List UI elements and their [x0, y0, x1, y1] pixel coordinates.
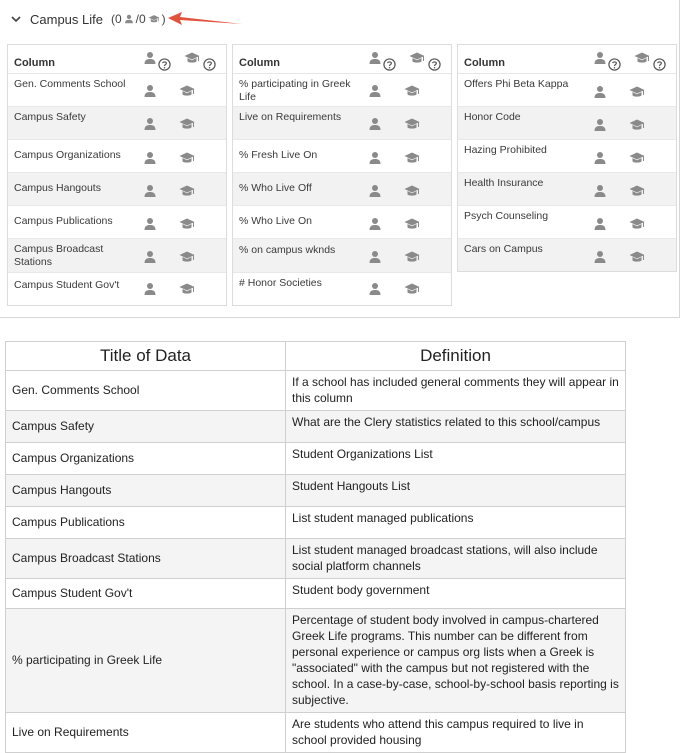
column-row[interactable] [8, 74, 226, 107]
person-icon[interactable] [368, 282, 382, 296]
title-cell: Campus Broadcast Stations [6, 539, 286, 579]
graduation-cap-icon[interactable] [404, 282, 420, 296]
table-row [6, 507, 626, 539]
graduation-cap-icon[interactable] [179, 151, 195, 165]
person-icon[interactable] [143, 117, 157, 131]
column-row[interactable] [458, 74, 676, 107]
graduation-cap-icon[interactable] [629, 217, 645, 231]
table-row [6, 539, 626, 579]
graduation-cap-icon[interactable] [179, 184, 195, 198]
title-cell: Live on Requirements [6, 713, 286, 753]
row-label: % participating in Greek Life [239, 78, 351, 103]
table-row [6, 411, 626, 443]
definition-cell: Percentage of student body involved in campus-chartered Greek Life programs. This number can be different from personal experience or campus org lists when a Greek is "associated" with the campus but not registered with the school. In a case-by-case, school-by-school basis reporting is subjective. [286, 609, 626, 713]
graduation-cap-icon [184, 51, 200, 65]
graduation-cap-icon[interactable] [179, 282, 195, 296]
graduation-cap-icon[interactable] [404, 217, 420, 231]
column-header [233, 45, 451, 74]
graduation-cap-icon [148, 14, 160, 24]
person-icon[interactable] [368, 184, 382, 198]
column-row[interactable] [233, 140, 451, 173]
graduation-cap-icon[interactable] [404, 151, 420, 165]
row-label: Campus Publications [14, 215, 113, 227]
graduation-cap-icon[interactable] [629, 118, 645, 132]
graduation-cap-icon [634, 51, 650, 65]
column-row[interactable] [233, 206, 451, 239]
definition-cell: List student managed publications [286, 507, 626, 539]
row-label: # Honor Societies [239, 277, 322, 289]
definition-cell: Are students who attend this campus required to live in school provided housing [286, 713, 626, 753]
column-row[interactable] [233, 74, 451, 107]
definition-cell: Student Hangouts List [286, 475, 626, 507]
person-icon[interactable] [593, 184, 607, 198]
column-header-label: Column [239, 57, 280, 69]
person-icon[interactable] [593, 118, 607, 132]
person-icon [593, 51, 607, 65]
definition-cell: What are the Clery statistics related to this school/campus [286, 411, 626, 443]
count-open: (0 [110, 12, 122, 26]
person-icon[interactable] [143, 184, 157, 198]
help-icon[interactable] [158, 58, 171, 71]
person-icon[interactable] [143, 84, 157, 98]
person-icon[interactable] [593, 151, 607, 165]
column-header [8, 45, 226, 74]
row-label: % Who Live Off [239, 182, 312, 194]
row-label: Live on Requirements [239, 111, 342, 123]
graduation-cap-icon[interactable] [404, 250, 420, 264]
row-label: Campus Organizations [14, 149, 121, 161]
title-cell: Campus Publications [6, 507, 286, 539]
column-row[interactable] [233, 173, 451, 206]
column-group-1 [7, 44, 227, 306]
column-row[interactable] [8, 140, 226, 173]
column-row[interactable] [458, 206, 676, 239]
column-row[interactable] [233, 107, 451, 140]
graduation-cap-icon[interactable] [404, 184, 420, 198]
row-label: Honor Code [464, 111, 521, 123]
column-group-2 [232, 44, 452, 306]
person-icon [124, 14, 134, 24]
row-label: Offers Phi Beta Kappa [464, 78, 569, 90]
person-icon[interactable] [368, 117, 382, 131]
column-header [458, 45, 676, 74]
column-row[interactable] [8, 173, 226, 206]
help-icon[interactable] [428, 58, 441, 71]
title-cell: Campus Student Gov't [6, 579, 286, 609]
help-icon[interactable] [203, 58, 216, 71]
column-row[interactable] [8, 239, 226, 273]
person-icon[interactable] [368, 84, 382, 98]
table-row [6, 579, 626, 609]
row-label: Cars on Campus [464, 243, 543, 255]
column-rows [458, 74, 676, 271]
column-row[interactable] [8, 107, 226, 140]
table-row [6, 475, 626, 507]
person-icon[interactable] [143, 151, 157, 165]
definition-cell: Student Organizations List [286, 443, 626, 475]
table-row [6, 443, 626, 475]
row-label: Psych Counseling [464, 210, 549, 222]
definitions-table [5, 341, 626, 753]
column-group-3 [457, 44, 677, 272]
row-label: Hazing Prohibited [464, 144, 547, 156]
person-icon[interactable] [143, 217, 157, 231]
person-icon[interactable] [368, 151, 382, 165]
row-label: % on campus wknds [239, 244, 336, 256]
graduation-cap-icon[interactable] [179, 84, 195, 98]
section-header[interactable] [10, 9, 166, 29]
title-cell: % participating in Greek Life [6, 609, 286, 713]
row-label: % Fresh Live On [239, 149, 318, 161]
row-label: Campus Safety [14, 111, 86, 123]
table-header-definition: Definition [286, 342, 626, 371]
graduation-cap-icon [409, 51, 425, 65]
table-header-title: Title of Data [6, 342, 286, 371]
graduation-cap-icon[interactable] [404, 84, 420, 98]
person-icon[interactable] [593, 250, 607, 264]
definition-cell: If a school has included general comments they will appear in this column [286, 371, 626, 411]
table-row [6, 371, 626, 411]
column-row[interactable] [458, 173, 676, 206]
column-header-label: Column [464, 57, 505, 69]
graduation-cap-icon[interactable] [629, 85, 645, 99]
column-row[interactable] [8, 273, 226, 305]
help-icon[interactable] [653, 58, 666, 71]
section-title: Campus Life [30, 11, 103, 27]
section-count [111, 12, 166, 26]
table-header-row [6, 342, 626, 371]
graduation-cap-icon[interactable] [629, 151, 645, 165]
person-icon [368, 51, 382, 65]
row-label: Campus Student Gov't [14, 279, 120, 291]
row-label: % Who Live On [239, 215, 312, 227]
graduation-cap-icon[interactable] [179, 250, 195, 264]
column-row[interactable] [233, 239, 451, 273]
person-icon[interactable] [143, 250, 157, 264]
count-sep: /0 [135, 12, 146, 26]
definition-cell: Student body government [286, 579, 626, 609]
graduation-cap-icon[interactable] [179, 217, 195, 231]
column-row[interactable] [458, 239, 676, 271]
title-cell: Gen. Comments School [6, 371, 286, 411]
row-label: Campus Broadcast Stations [14, 243, 104, 268]
person-icon[interactable] [593, 217, 607, 231]
column-header-label: Column [14, 57, 55, 69]
title-cell: Campus Organizations [6, 443, 286, 475]
column-row[interactable] [458, 140, 676, 173]
person-icon[interactable] [593, 85, 607, 99]
person-icon [143, 51, 157, 65]
campus-life-panel [0, 0, 680, 318]
count-close: ) [161, 12, 166, 26]
table-row [6, 713, 626, 753]
graduation-cap-icon[interactable] [629, 250, 645, 264]
column-rows [8, 74, 226, 305]
graduation-cap-icon[interactable] [629, 184, 645, 198]
graduation-cap-icon[interactable] [179, 117, 195, 131]
column-rows [233, 74, 451, 305]
column-row[interactable] [233, 273, 451, 305]
column-row[interactable] [8, 206, 226, 239]
row-label: Health Insurance [464, 177, 544, 189]
chevron-down-icon[interactable] [10, 12, 24, 26]
person-icon[interactable] [143, 282, 157, 296]
title-cell: Campus Hangouts [6, 475, 286, 507]
arrow-annotation [166, 9, 246, 29]
column-row[interactable] [458, 107, 676, 140]
definition-cell: List student managed broadcast stations, will also include social platform channels [286, 539, 626, 579]
table-row [6, 609, 626, 713]
graduation-cap-icon[interactable] [404, 117, 420, 131]
help-icon[interactable] [608, 58, 621, 71]
help-icon[interactable] [383, 58, 396, 71]
title-cell: Campus Safety [6, 411, 286, 443]
person-icon[interactable] [368, 217, 382, 231]
person-icon[interactable] [368, 250, 382, 264]
row-label: Gen. Comments School [14, 78, 126, 90]
row-label: Campus Hangouts [14, 182, 101, 194]
